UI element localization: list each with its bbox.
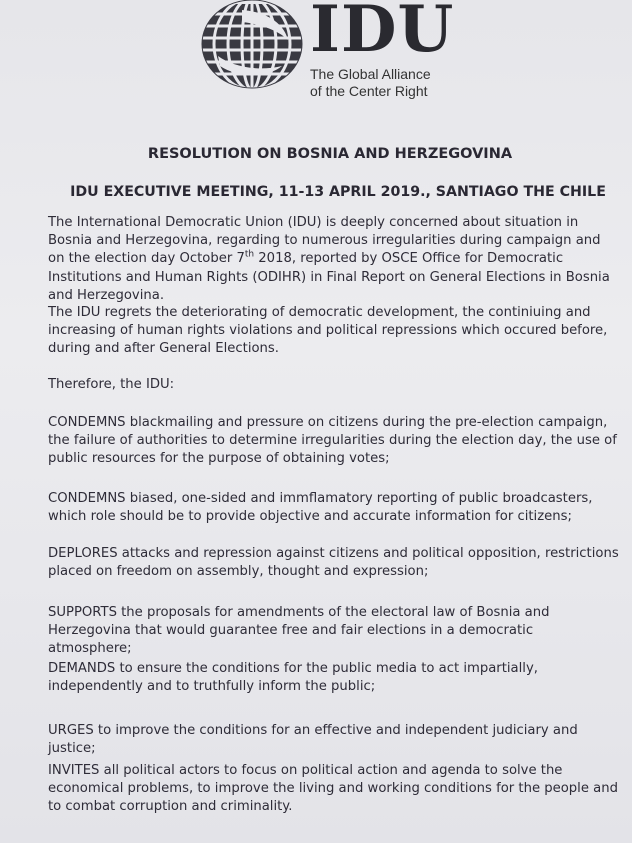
regrets-paragraph: The IDU regrets the deteriorating of democratic development, the continiuing and increasing of human rights violations and political repressions which occured before, during and after General Elections. xyxy=(48,305,608,357)
tagline-line-2: of the Center Right xyxy=(310,83,428,99)
clause-demands: DEMANDS to ensure the conditions for the public media to act impartially, independently and to truthfully inform the public; xyxy=(48,661,538,695)
logo-tagline xyxy=(310,66,470,100)
clause-supports: SUPPORTS the proposals for amendments of the electoral law of Bosnia and Herzegovina that would guarantee free and fair elections in a democratic atmosphere; xyxy=(48,605,550,657)
intro-paragraph xyxy=(48,214,620,305)
resolution-title: RESOLUTION ON BOSNIA AND HERZEGOVINA xyxy=(147,146,513,162)
intro-text-1: The International Democratic Union (IDU) is deeply concerned about situation in Bosnia and Herzegovina, regarding to numerous irregularities during campaign and on the election day October 7 xyxy=(48,215,601,267)
logo-wordmark: IDU xyxy=(310,0,455,67)
clause-urges: URGES to improve the conditions for an effective and independent judiciary and justice; xyxy=(48,723,578,757)
tagline-line-1: The Global Alliance xyxy=(310,66,431,82)
clause-invites: INVITES all political actors to focus on political action and agenda to solve the economical problems, to improve the living and working conditions for the people and to combat corruption and criminality. xyxy=(48,763,618,815)
clause-deplores: DEPLORES attacks and repression against citizens and political opposition, restrictions placed on freedom on assembly, thought and expression; xyxy=(48,546,619,580)
globe-icon xyxy=(198,0,304,92)
intro-superscript: th xyxy=(244,250,255,261)
therefore-line: Therefore, the IDU: xyxy=(48,377,175,392)
clause-condemns-broadcasters: CONDEMNS biased, one-sided and immflamatory reporting of public broadcasters, which role should be to provide objective and accurate information for citizens; xyxy=(48,491,593,525)
clause-condemns-blackmailing: CONDEMNS blackmailing and pressure on citizens during the pre-election campaign, the failure of authorities to determine irregularities during the election day, the use of public resources for the purpose of obtaining votes; xyxy=(48,415,617,467)
meeting-subtitle: IDU EXECUTIVE MEETING, 11-13 APRIL 2019., SANTIAGO THE CHILE xyxy=(70,184,606,200)
idu-logo xyxy=(198,0,478,102)
intro-text-2: 2018, reported by OSCE Office for Democratic Institutions and Human Rights (ODIHR) in Final Report on General Elections in Bosnia and Herzegovina. xyxy=(48,251,610,303)
